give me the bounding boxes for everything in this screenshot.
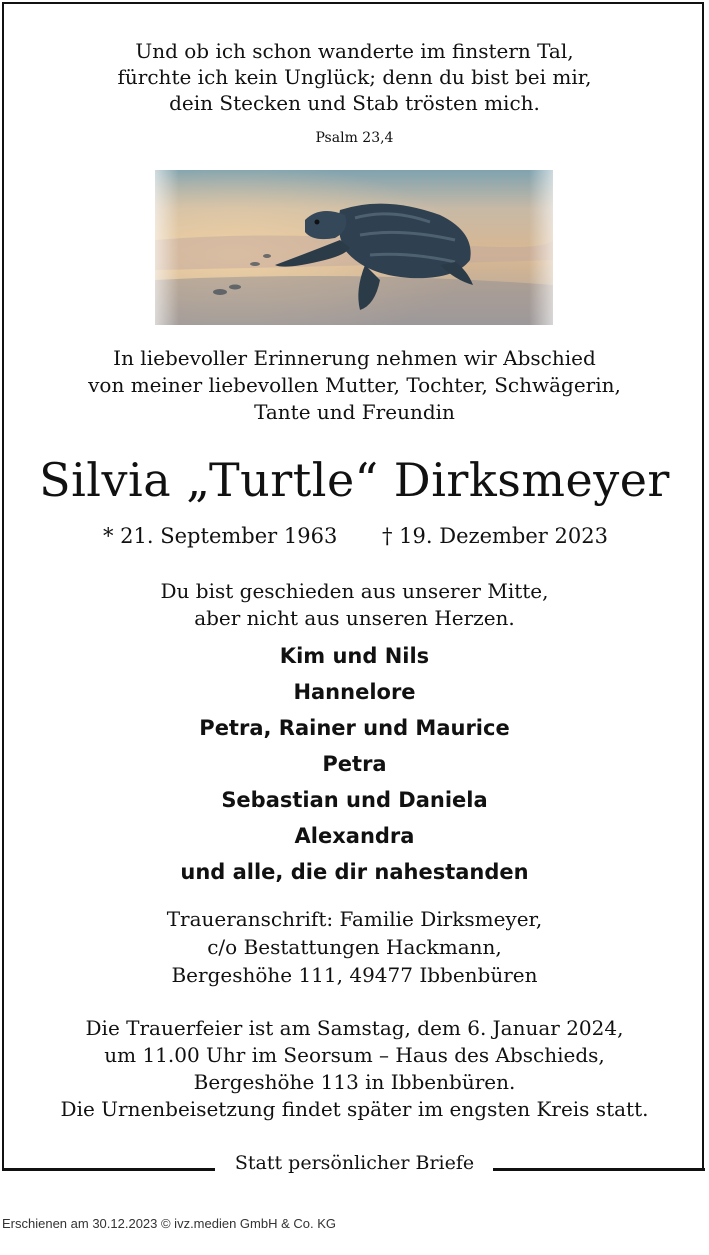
address-line: c/o Bestattungen Hackmann, [207,935,502,959]
ceremony-line: um 11.00 Uhr im Seorsum – Haus des Abschieds, [104,1043,605,1067]
deceased-name: Silvia „Turtle“ Dirksmeyer [39,453,670,507]
saying-line: Du bist geschieden aus unserer Mitte, [160,579,549,603]
mourner-name: und alle, die dir nahestanden [180,860,529,884]
mourners-list [0,638,709,890]
ceremony-line: Die Trauerfeier ist am Samstag, dem 6. Januar 2024, [85,1016,624,1040]
farewell-intro [0,345,709,426]
birth-date: * 21. September 1963 [103,524,338,548]
psalm-line: Und ob ich schon wanderte im finstern Tal, [135,39,574,63]
intro-line: von meiner liebevollen Mutter, Tochter, Schwägerin, [88,373,621,397]
closing-note: Statt persönlicher Briefe [234,1152,475,1174]
ceremony-line: Bergeshöhe 113 in Ibbenbüren. [193,1070,516,1094]
mourner-name: Hannelore [293,680,416,704]
condolence-address [0,905,709,989]
turtle-photo [155,170,553,325]
psalm-reference: Psalm 23,4 [315,130,394,146]
intro-line: Tante und Freundin [254,400,455,424]
memorial-saying [0,578,709,632]
address-line: Traueranschrift: Familie Dirksmeyer, [166,907,543,931]
saying-line: aber nicht aus unseren Herzen. [194,606,515,630]
mourner-name: Petra [322,752,387,776]
intro-line: In liebevoller Erinnerung nehmen wir Abschied [113,346,596,370]
publication-footer: Erschienen am 30.12.2023 © ivz.medien GmbH & Co. KG [2,1216,337,1231]
address-line: Bergeshöhe 111, 49477 Ibbenbüren [171,963,538,987]
funeral-details [0,1015,709,1123]
mourner-name: Sebastian und Daniela [221,788,488,812]
ceremony-line: Die Urnenbeisetzung findet später im engsten Kreis statt. [60,1097,649,1121]
psalm-line: dein Stecken und Stab trösten mich. [169,91,540,115]
mourner-name: Alexandra [294,824,415,848]
psalm-line: fürchte ich kein Unglück; denn du bist bei mir, [117,65,592,89]
death-date: † 19. Dezember 2023 [382,524,608,548]
psalm-quote [0,38,709,116]
mourner-name: Kim und Nils [279,644,430,668]
mourner-name: Petra, Rainer und Maurice [199,716,510,740]
